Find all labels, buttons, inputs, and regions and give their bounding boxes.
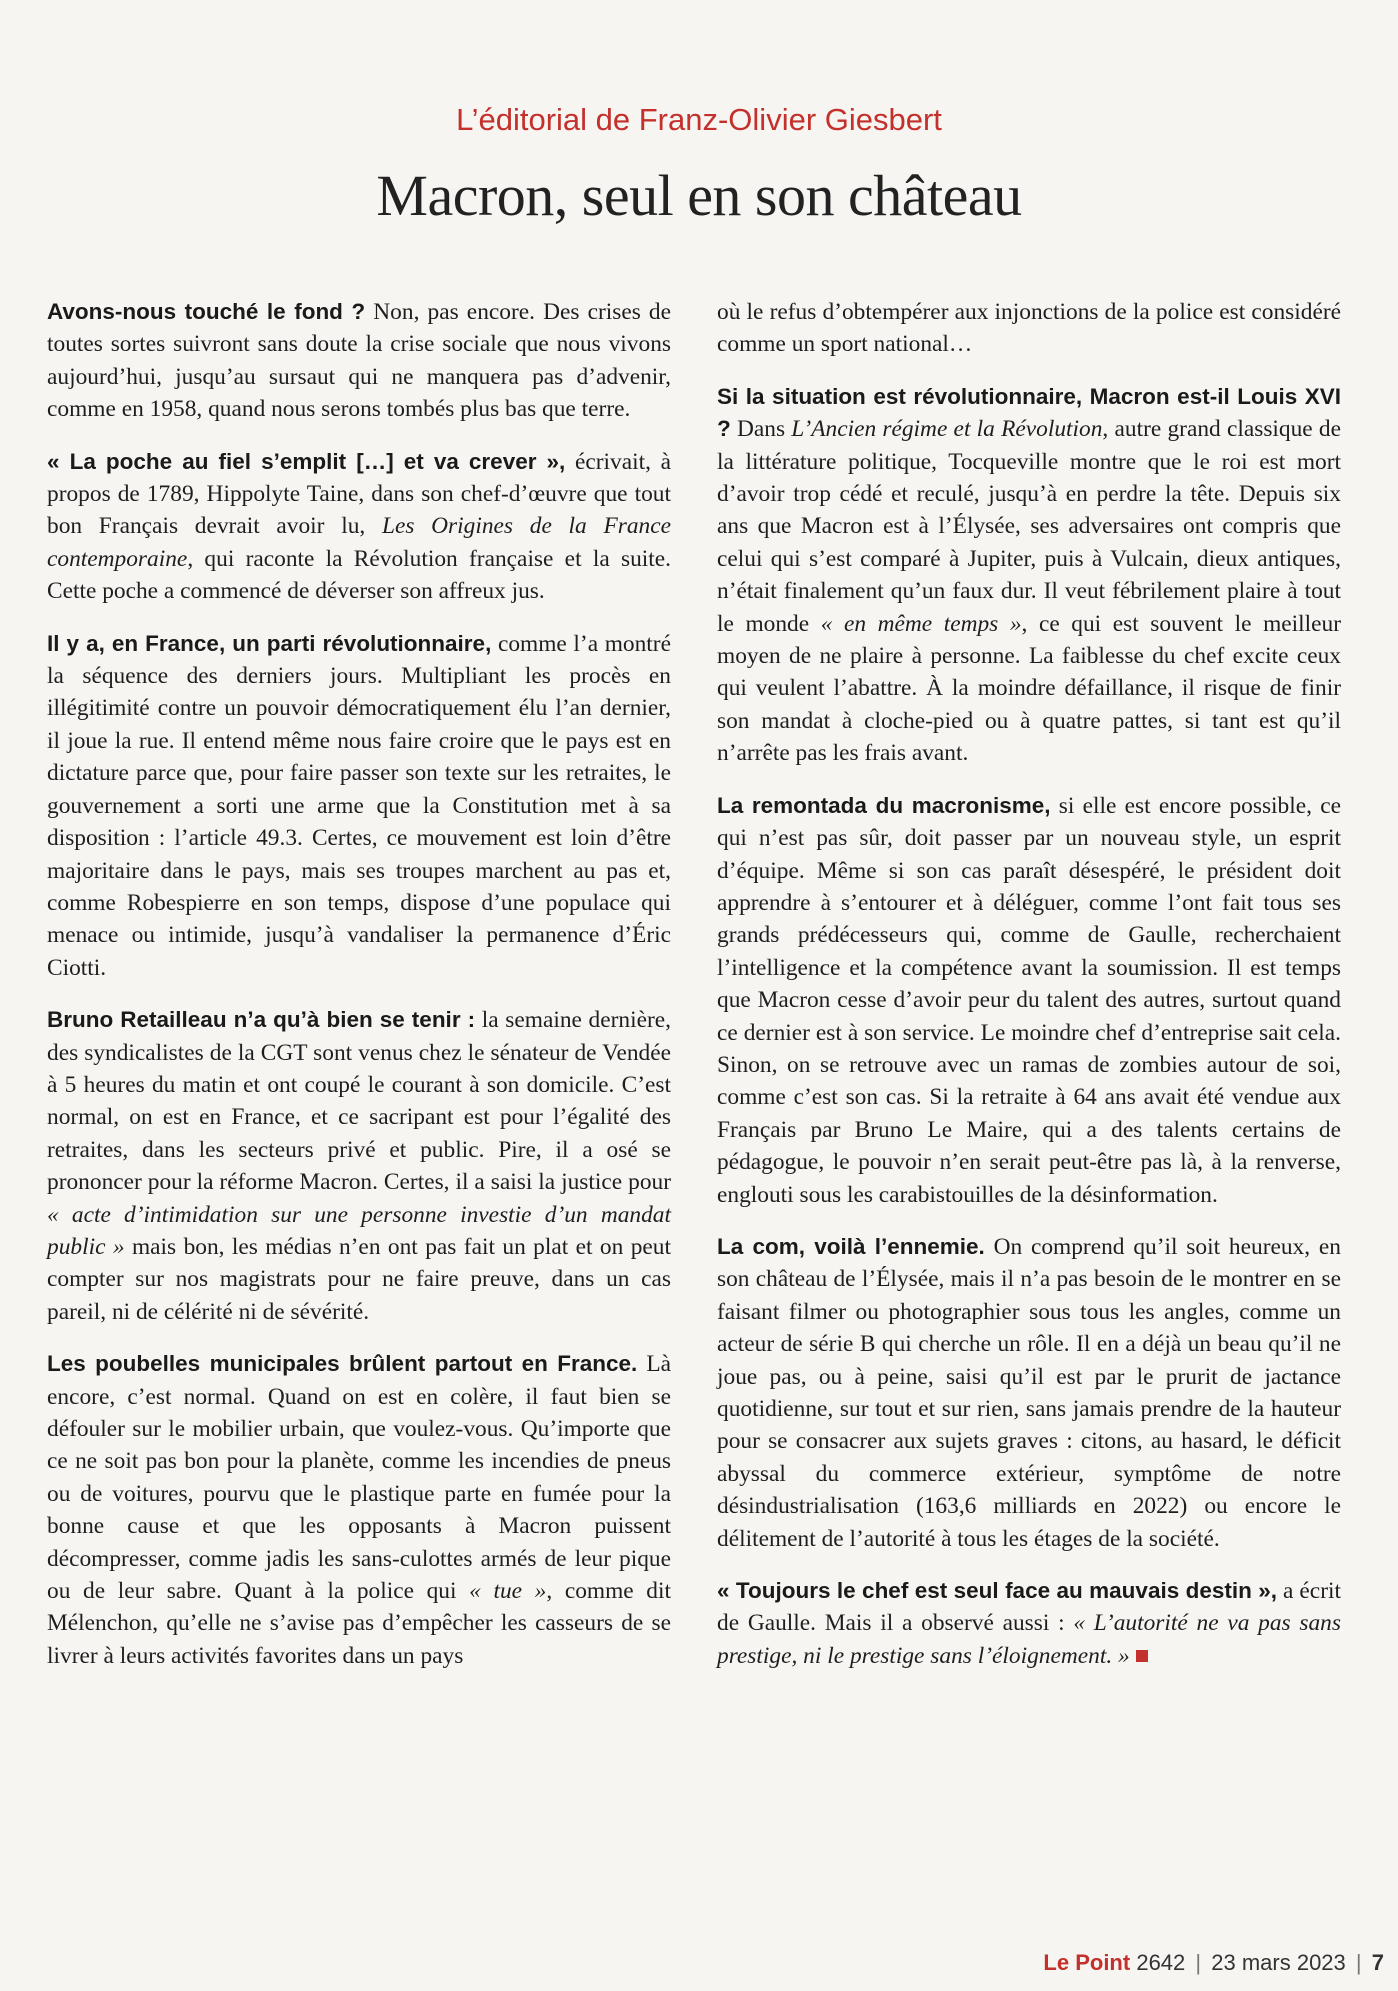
issue-date: 23 mars 2023 bbox=[1211, 1950, 1346, 1975]
paragraph bbox=[717, 1231, 1341, 1555]
paragraph-text: Non, pas encore. Des crises de toutes sortes suivront sans doute la crise sociale que nous vivons aujourd’hui, jusqu’au sursaut qui ne manquera pas d’advenir, comme en 1958, quand nous serons tombés plus bas que terre. bbox=[47, 299, 672, 423]
paragraph bbox=[717, 1575, 1341, 1672]
book-title: L’Ancien régime et la Révolution bbox=[791, 416, 1103, 443]
book-title: Les Origines de la France contemporaine bbox=[47, 513, 671, 572]
paragraph bbox=[717, 296, 1341, 361]
quote: « en même temps » bbox=[820, 610, 1022, 637]
footer-separator: | bbox=[1195, 1950, 1202, 1975]
paragraph-text: , ce qui est souvent le meilleur moyen de ne plaire à personne. La faiblesse du chef excite ceux qui veulent l’abattre. À la moindre défaillance, il risque de finir son mandat à cloche-pied ou à quatre pattes, si tant est qu’il n’arrête pas les frais avant. bbox=[717, 610, 1342, 767]
paragraph bbox=[47, 296, 671, 426]
paragraph-lead: Avons-nous touché le fond ? bbox=[47, 299, 366, 324]
paragraph-text: , autre grand classique de la littérature politique, Tocqueville montre que le roi est mort d’avoir trop cédé et reculé, jusqu’à en perdre la tête. Depuis six ans que Macron est à l’Élysée, ses adversaires ont compris que celui qui s’est comparé à Jupiter, puis à Vulcain, dieux antiques, n’était finalement qu’un faux dur. Il veut fébrilement plaire à tout le monde bbox=[717, 416, 1341, 637]
paragraph-text: a écrit de Gaulle. Mais il a observé aussi : bbox=[717, 1578, 1341, 1637]
paragraph bbox=[717, 790, 1341, 1211]
page-footer bbox=[1043, 1950, 1384, 1976]
quote: « tue » bbox=[469, 1578, 547, 1605]
paragraph bbox=[47, 446, 671, 608]
paragraph-text: , comme dit Mélenchon, qu’elle ne s’avise pas d’empêcher les casseurs de se livrer à leurs activités favorites dans un pays bbox=[47, 1578, 671, 1669]
paragraph-text: la semaine dernière, des syndicalistes de la CGT sont venus chez le sénateur de Vendée à 5 heures du matin et ont coupé le courant à son domicile. C’est normal, on est en France, et ce sacripant est pour l’égalité des retraites, dans les secteurs privé et public. Pire, il a osé se prononcer pour la réforme Macron. Certes, il a saisi la justice pour bbox=[47, 1007, 671, 1196]
paragraph bbox=[47, 628, 671, 984]
paragraph-lead: Il y a, en France, un parti révolutionnaire, bbox=[47, 630, 492, 656]
paragraph-text: mais bon, les médias n’en ont pas fait un plat et on peut compter sur nos magistrats pour ne faire preuve, dans un cas pareil, ni de célérité ni de sévérité. bbox=[47, 1233, 671, 1325]
paragraph-lead: Les poubelles municipales brûlent partout en France. bbox=[47, 1351, 638, 1377]
paragraph-lead: La com, voilà l’ennemie. bbox=[717, 1233, 985, 1259]
paragraph-text: On comprend qu’il soit heureux, en son château de l’Élysée, mais il n’a pas besoin de le montrer en se faisant filmer ou photographier sous tous les angles, comme un acteur de série B qui cherche un rôle. Il en a déjà un beau qu’il ne joue pas, ou à peine, saisi qu’il est par le prurit de jactance quotidienne, sur tout et sur rien, sans jamais prendre de la hauteur pour se consacrer aux sujets graves : citons, au hasard, le déficit abyssal du commerce extérieur, symptôme de notre désindustrialisation (163,6 milliards en 2022) ou encore le délitement de l’autorité à tous les étages de la société. bbox=[717, 1233, 1341, 1552]
quote: « acte d’intimidation sur une personne investie d’un mandat public » bbox=[47, 1201, 671, 1260]
paragraph-lead: Bruno Retailleau n’a qu’à bien se tenir : bbox=[47, 1007, 476, 1033]
paragraph-text: Là encore, c’est normal. Quand on est en colère, il faut bien se défouler sur le mobilier urbain, que voulez-vous. Qu’importe que ce ne soit pas bon pour la planète, comme les incendies de pneus ou de voitures, pourvu que le plastique parte en fumée pour la bonne cause et que les opposants à Macron puissent décompresser, comme jadis les sans-culottes armés de leur pique ou de leur sabre. Quant à la police qui bbox=[47, 1351, 671, 1605]
paragraph bbox=[47, 1348, 671, 1672]
paragraph-text: écrivait, à propos de 1789, Hippolyte Taine, dans son chef-d’œuvre que tout bon Français devrait avoir lu, bbox=[47, 448, 671, 540]
paragraph-lead: « La poche au fiel s’emplit […] et va crever », bbox=[47, 448, 566, 474]
issue-number: 2642 bbox=[1136, 1950, 1186, 1975]
paragraph bbox=[717, 381, 1341, 770]
editorial-kicker: L’éditorial de Franz-Olivier Giesbert bbox=[456, 102, 942, 137]
page-title: Macron, seul en son château bbox=[376, 163, 1022, 228]
footer-separator: | bbox=[1355, 1950, 1362, 1975]
magazine-brand: Le Point bbox=[1043, 1950, 1131, 1975]
paragraph-text: si elle est encore possible, ce qui n’est pas sûr, doit passer par un nouveau style, un esprit d’équipe. Même si son cas paraît désespéré, le président doit apprendre à s’entourer et à déléguer, comme l’ont fait tous ses grands prédécesseurs qui, comme de Gaulle, recherchaient l’intelligence et la compétence avant la soumission. Il est temps que Macron cesse d’avoir peur du talent des autres, surtout quand ce dernier est à son service. Le moindre chef d’entreprise sait cela. Sinon, on se retrouve avec un ramas de zombies autour de soi, comme c’est son cas. Si la retraite à 64 ans avait été vendue aux Français par Bruno Le Maire, qui a des talents certains de pédagogue, le pouvoir n’en serait peut-être pas là, à la renverse, englouti sous les carabistouilles de la désinformation. bbox=[717, 792, 1341, 1208]
left-column bbox=[47, 296, 671, 1692]
paragraph-text: comme l’a montré la séquence des derniers jours. Multipliant les procès en illégitimité contre un pouvoir démocratiquement élu l’an dernier, il joue la rue. Il entend même nous faire croire que le pays est en dictature parce que, pour faire passer son texte sur les retraites, le gouvernement a sorti une arme que la Constitution met à sa disposition : l’article 49.3. Certes, ce mouvement est loin d’être majoritaire dans le pays, mais ses troupes marchent au pas et, comme Robespierre en son temps, dispose d’une populace qui menace ou intimide, jusqu’à vandaliser la permanence d’Éric Ciotti. bbox=[47, 630, 671, 981]
quote: « L’autorité ne va pas sans prestige, ni le prestige sans l’éloignement. » bbox=[717, 1610, 1341, 1669]
paragraph bbox=[47, 1004, 671, 1328]
paragraph-lead: La remontada du macronisme, bbox=[717, 792, 1051, 818]
paragraph-text: Dans bbox=[730, 416, 792, 443]
paragraph-text: où le refus d’obtempérer aux injonctions de la police est considéré comme un sport national… bbox=[717, 299, 1341, 358]
paragraph-lead: « Toujours le chef est seul face au mauvais destin », bbox=[717, 1578, 1278, 1604]
page-number: 7 bbox=[1371, 1950, 1384, 1975]
paragraph-lead: Si la situation est révolutionnaire, Macron est-il Louis XVI ? bbox=[717, 383, 1341, 442]
right-column bbox=[717, 296, 1341, 1692]
paragraph-text: , qui raconte la Révolution française et la suite. Cette poche a commencé de déverser son affreux jus. bbox=[47, 545, 671, 605]
end-of-article-square-icon bbox=[1136, 1650, 1148, 1662]
